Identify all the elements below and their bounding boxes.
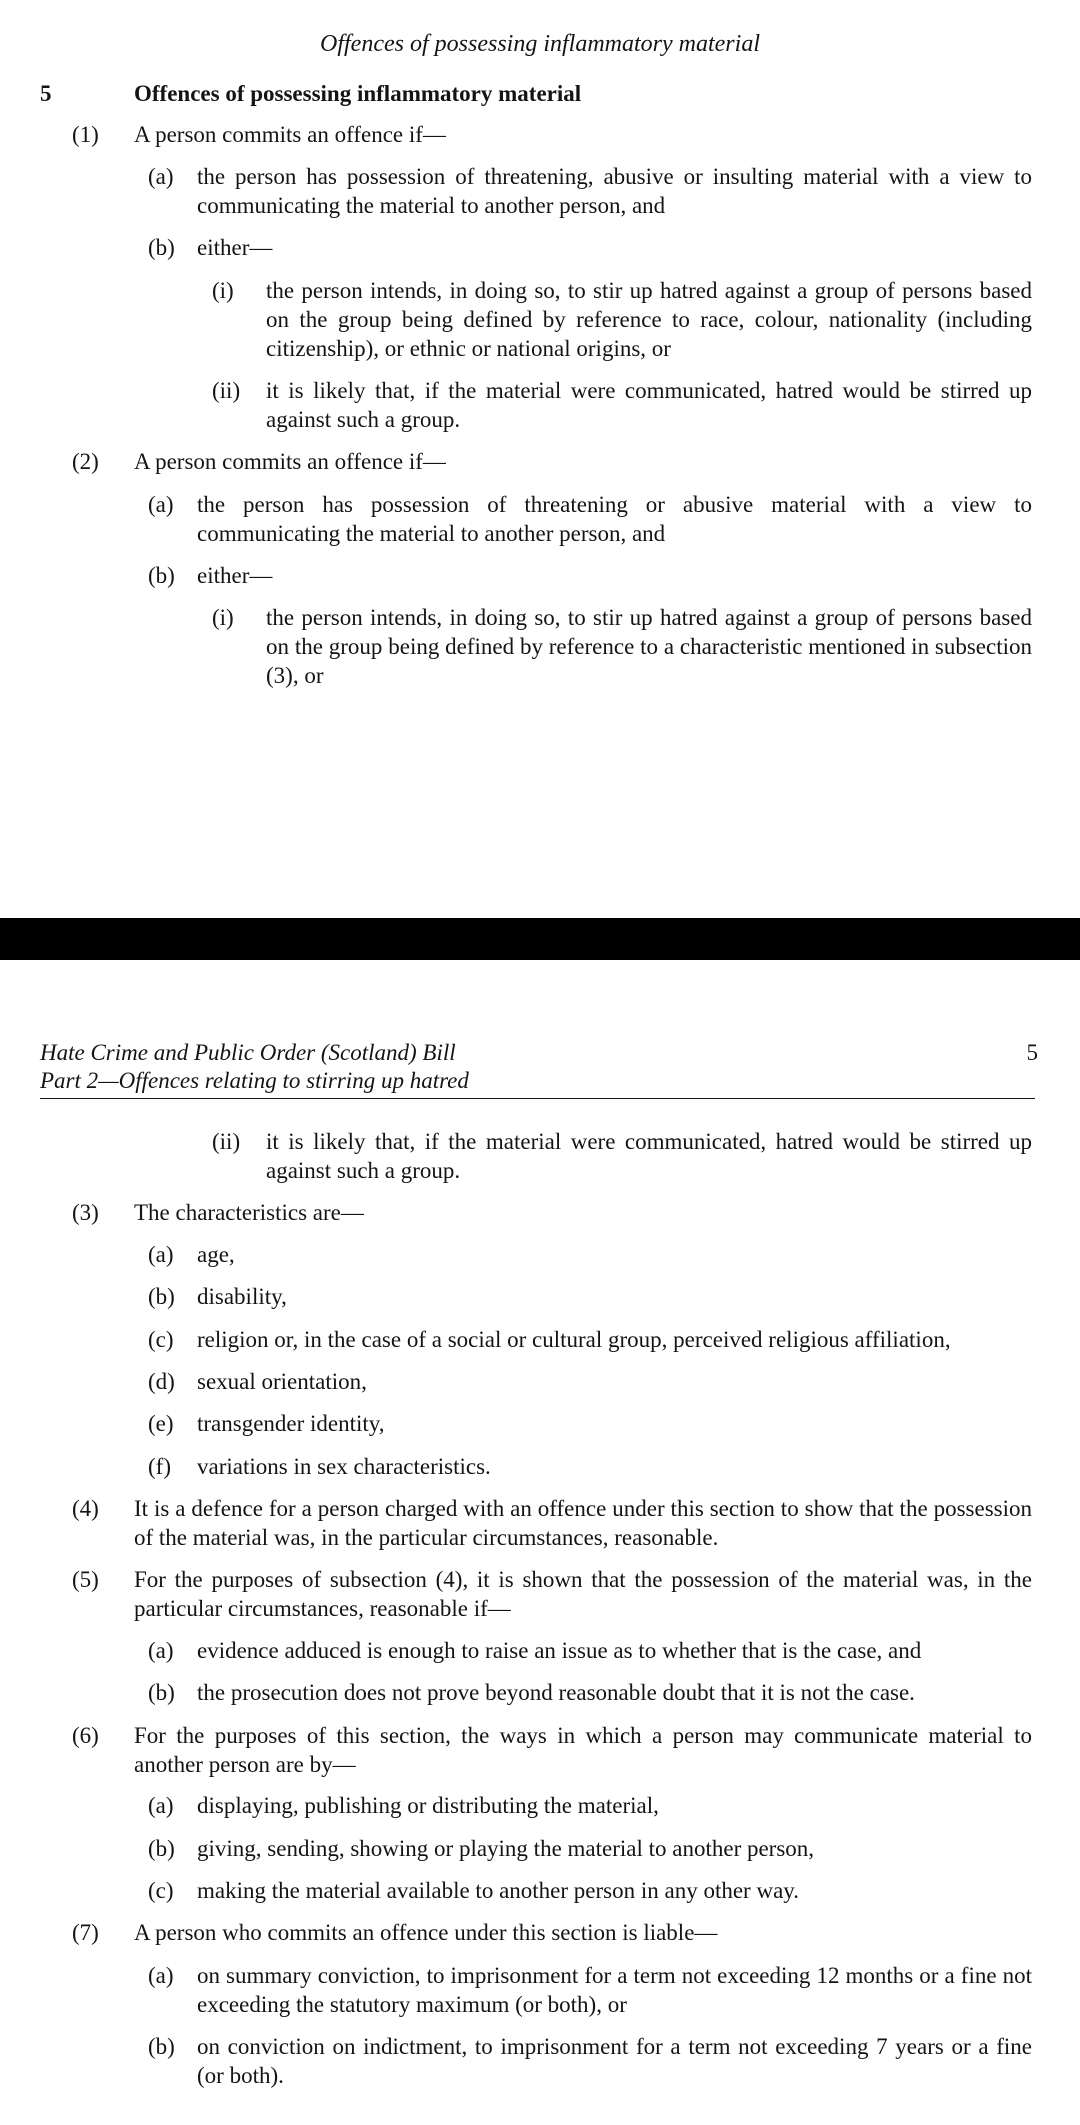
paragraph-number: (c): [148, 1878, 174, 1903]
subsection-text: A person commits an offence if—: [134, 449, 446, 474]
paragraph-number: (a): [148, 1963, 174, 1988]
subsection-number: (4): [72, 1496, 99, 1521]
paragraph-text: age,: [197, 1242, 235, 1267]
paragraph-text: the person has possession of threatening or abusive material with a view to communicating the material to another person, and: [197, 492, 1032, 546]
running-title: Offences of possessing inflammatory material: [320, 31, 760, 57]
paragraph-number: (f): [148, 1454, 171, 1479]
paragraph-text: on summary conviction, to imprisonment for a term not exceeding 12 months or a fine not exceeding the statutory maximum (or both), or: [197, 1963, 1032, 2017]
paragraph-number: (b): [148, 2034, 175, 2059]
paragraph-text: displaying, publishing or distributing the material,: [197, 1793, 659, 1818]
subsection-text: A person who commits an offence under this section is liable—: [134, 1920, 718, 1945]
subparagraph-text: it is likely that, if the material were communicated, hatred would be stirred up against such a group.: [266, 1129, 1032, 1183]
subsection-text: For the purposes of this section, the ways in which a person may communicate material to another person are by—: [134, 1723, 1032, 1777]
page-break-bar: [0, 918, 1080, 960]
subsection-text: It is a defence for a person charged with an offence under this section to show that the possession of the material was, in the particular circumstances, reasonable.: [134, 1496, 1032, 1550]
paragraph-text: giving, sending, showing or playing the material to another person,: [197, 1836, 815, 1861]
paragraph-number: (d): [148, 1369, 175, 1394]
section-heading: Offences of possessing inflammatory material: [134, 81, 582, 106]
header-rule: [40, 1098, 1035, 1099]
subsection-number: (5): [72, 1567, 99, 1592]
paragraph-number: (b): [148, 1284, 175, 1309]
subparagraph-number: (i): [212, 278, 234, 303]
subparagraph-number: (ii): [212, 1129, 241, 1154]
subsection-number: (2): [72, 449, 99, 474]
paragraph-number: (c): [148, 1327, 174, 1352]
section-number: 5: [40, 81, 52, 106]
subparagraph-number: (ii): [212, 378, 241, 403]
subsection-text: For the purposes of subsection (4), it is shown that the possession of the material was, in the particular circumstances, reasonable if—: [134, 1567, 1032, 1621]
header-page-number: 5: [1026, 1040, 1038, 1065]
paragraph-number: (b): [148, 235, 175, 260]
paragraph-text: making the material available to another person in any other way.: [197, 1878, 800, 1903]
document-page-top: [0, 0, 1080, 918]
subsection-number: (6): [72, 1723, 99, 1748]
paragraph-number: (a): [148, 1242, 174, 1267]
subparagraph-text: the person intends, in doing so, to stir up hatred against a group of persons based on the group being defined by reference to a characteristic mentioned in subsection (3), or: [266, 605, 1032, 688]
paragraph-number: (b): [148, 563, 175, 588]
paragraph-number: (e): [148, 1411, 174, 1436]
paragraph-text: disability,: [197, 1284, 287, 1309]
paragraph-number: (a): [148, 164, 174, 189]
paragraph-text: either—: [197, 563, 273, 588]
paragraph-text: either—: [197, 235, 273, 260]
paragraph-text: transgender identity,: [197, 1411, 385, 1436]
paragraph-number: (a): [148, 1638, 174, 1663]
paragraph-text: religion or, in the case of a social or cultural group, perceived religious affiliation,: [197, 1327, 951, 1352]
subsection-number: (3): [72, 1200, 99, 1225]
subparagraph-number: (i): [212, 605, 234, 630]
paragraph-text: the prosecution does not prove beyond reasonable doubt that it is not the case.: [197, 1680, 915, 1705]
subsection-number: (1): [72, 122, 99, 147]
header-part: Part 2—Offences relating to stirring up hatred: [40, 1068, 469, 1093]
subsection-number: (7): [72, 1920, 99, 1945]
header-bill-title: Hate Crime and Public Order (Scotland) Bill: [40, 1040, 456, 1065]
subparagraph-text: it is likely that, if the material were communicated, hatred would be stirred up against such a group.: [266, 378, 1032, 432]
subparagraph-text: the person intends, in doing so, to stir up hatred against a group of persons based on the group being defined by reference to race, colour, nationality (including citizenship), or ethnic or national origins, or: [266, 278, 1032, 361]
paragraph-text: sexual orientation,: [197, 1369, 367, 1394]
subsection-text: The characteristics are—: [134, 1200, 364, 1225]
paragraph-text: variations in sex characteristics.: [197, 1454, 491, 1479]
paragraph-number: (a): [148, 492, 174, 517]
document-page-bottom: [0, 960, 1080, 2125]
subsection-text: A person commits an offence if—: [134, 122, 446, 147]
paragraph-text: on conviction on indictment, to imprisonment for a term not exceeding 7 years or a fine (or both).: [197, 2034, 1032, 2088]
paragraph-number: (a): [148, 1793, 174, 1818]
paragraph-number: (b): [148, 1836, 175, 1861]
paragraph-text: evidence adduced is enough to raise an issue as to whether that is the case, and: [197, 1638, 922, 1663]
paragraph-number: (b): [148, 1680, 175, 1705]
paragraph-text: the person has possession of threatening, abusive or insulting material with a view to communicating the material to another person, and: [197, 164, 1032, 218]
